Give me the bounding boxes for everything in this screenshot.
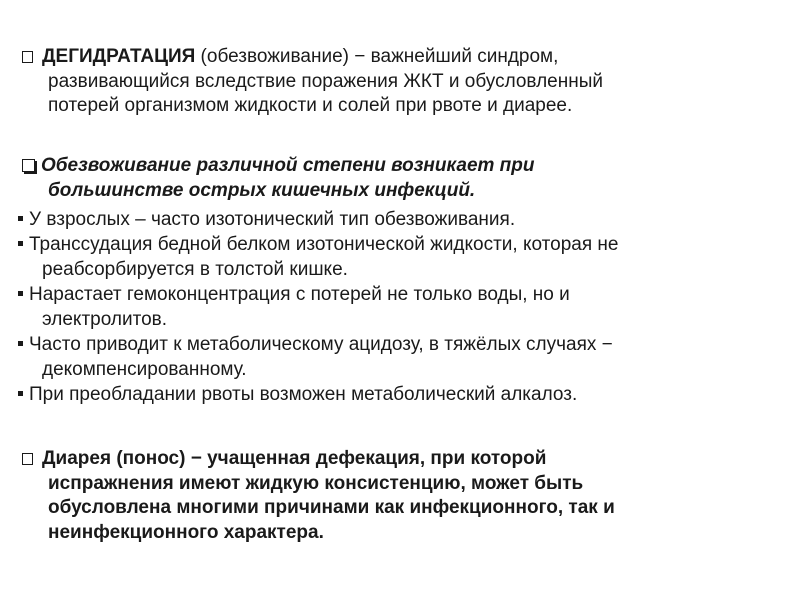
bullet-item-3 — [18, 282, 778, 332]
bullet-list — [18, 207, 778, 407]
small-square-bullet-icon — [18, 341, 23, 346]
bullet-1-line-1: У взрослых – часто изотонический тип обезвоживания. — [29, 209, 516, 230]
small-square-bullet-icon — [18, 291, 23, 296]
small-square-bullet-icon — [18, 216, 23, 221]
bullet-3-line-2: электролитов. — [42, 309, 168, 330]
dehydration-line-2: развивающийся вследствие поражения ЖКТ и обусловленный — [48, 70, 603, 92]
dehydration-definition-start: (обезвоживание) − важнейший синдром, — [195, 46, 559, 67]
bullet-item-2 — [18, 232, 778, 282]
dehydration-line-3: потерей организмом жидкости и солей при рвоте и диарее. — [48, 95, 573, 116]
dehydration-term: ДЕГИДРАТАЦИЯ — [42, 46, 196, 67]
diarrhea-line-2: испражнения имеют жидкую консистенцию, может быть — [48, 472, 584, 494]
diarrhea-line-4: неинфекционного характера. — [48, 521, 324, 543]
bullet-2-line-2: реабсорбируется в толстой кишке. — [42, 259, 348, 280]
empty-square-icon — [22, 51, 33, 63]
bullet-2-line-1: Транссудация бедной белком изотонической жидкости, которая не — [29, 234, 619, 255]
bullet-4-line-1: Часто приводит к метаболическому ацидозу, в тяжёлых случаях − — [29, 334, 613, 355]
small-square-bullet-icon — [18, 241, 23, 246]
infections-line-2: большинстве острых кишечных инфекций. — [48, 179, 476, 201]
bullet-item-5 — [18, 382, 778, 407]
checkbox-icon — [22, 159, 35, 172]
diarrhea-line-1-text: Диарея (понос) − учащенная дефекация, при которой — [42, 448, 547, 469]
bullet-item-4 — [18, 332, 778, 382]
infections-line-1 — [22, 154, 762, 179]
bullet-5-line-1: При преобладании рвоты возможен метаболический алкалоз. — [29, 384, 578, 405]
bullet-3-line-1: Нарастает гемоконцентрация с потерей не только воды, но и — [29, 284, 570, 305]
dehydration-paragraph — [22, 45, 762, 119]
bullet-item-1 — [18, 207, 778, 232]
small-square-bullet-icon — [18, 391, 23, 396]
diarrhea-paragraph — [22, 447, 762, 545]
diarrhea-line-3: обусловлена многими причинами как инфекционного, так и — [48, 497, 615, 518]
bullet-4-line-2: декомпенсированному. — [42, 359, 247, 380]
empty-square-icon — [22, 453, 33, 465]
infections-line-1-text: Обезвоживание различной степени возникает при — [41, 155, 535, 176]
diarrhea-line-1 — [22, 447, 762, 472]
intestinal-infections-paragraph — [22, 154, 762, 203]
dehydration-line-1 — [22, 45, 762, 70]
